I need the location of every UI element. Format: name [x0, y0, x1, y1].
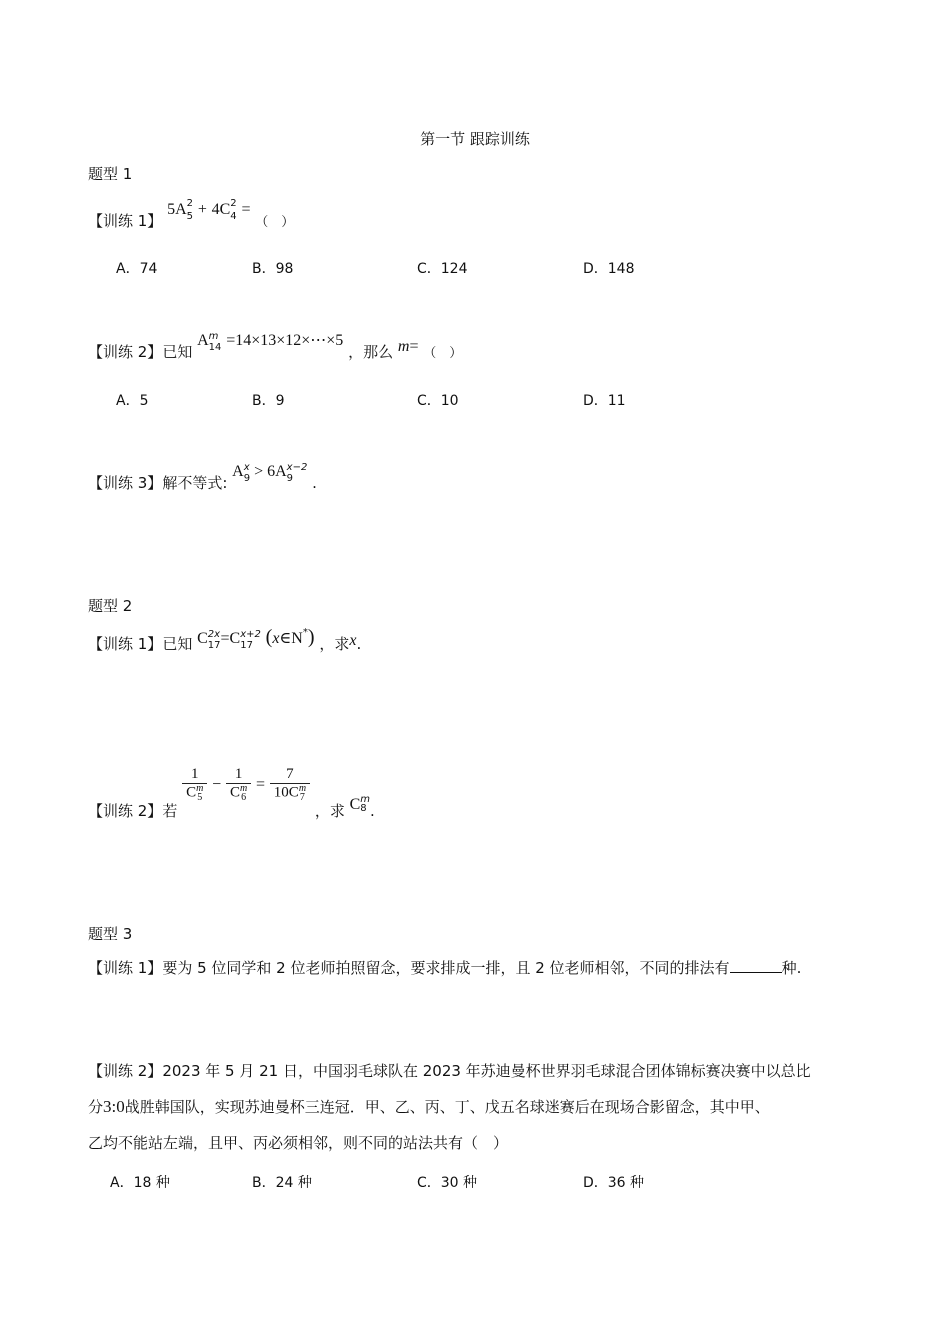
section-heading-type3: 题型 3 — [88, 925, 133, 943]
option-d: D．148 — [583, 261, 635, 277]
question-t2-q1: 【训练 1】已知 C 2x 17 =C x+2 17 (x∈N*) ，求x. — [88, 626, 362, 653]
option-c: C．30 种 — [417, 1175, 478, 1191]
question-label: 【训练 2】 — [88, 343, 163, 361]
question-line-1: 【训练 2】2023 年 5 月 21 日，中国羽毛球队在 2023 年苏迪曼杯世界羽毛球混合团体锦标赛决赛中以总比 — [88, 1062, 811, 1080]
question-label: 【训练 3】 — [88, 474, 163, 492]
option-a: A．18 种 — [110, 1175, 170, 1191]
option-b: B．9 — [252, 393, 285, 409]
score: 3:0 — [103, 1097, 125, 1116]
question-label: 【训练 1】 — [88, 635, 163, 653]
answer-paren: （ ） — [255, 215, 295, 230]
question-line-3: 乙均不能站左端，且甲、丙必须相邻，则不同的站法共有（ ） — [88, 1134, 509, 1152]
question-t1-q2: 【训练 2】已知 A m 14 =14×13×12×⋯×5 ，那么 m= （ ） — [88, 330, 463, 361]
fraction-1: 1 C m 5 — [182, 766, 207, 802]
option-c: C．10 — [417, 393, 459, 409]
target-formula: C m 8 — [349, 794, 371, 814]
option-d: D．11 — [583, 393, 626, 409]
question-t2-q2: 【训练 2】若 1 C m 5 − 1 C m 6 = 7 10C m 7 ，求 C m 8 . — [88, 766, 375, 820]
formula: 5A 2 5 + 4C 2 4 = — [167, 197, 251, 222]
fraction-2: 1 C m 6 — [226, 766, 251, 802]
question-t1-q3: 【训练 3】解不等式: A x 9 > 6A x−2 9 . — [88, 461, 317, 492]
option-b: B．98 — [252, 261, 294, 277]
question-label: 【训练 1】 — [88, 959, 163, 977]
page-title: 第一节 跟踪训练 — [420, 130, 530, 148]
question-t1-q1 — [88, 197, 295, 231]
option-a: A．5 — [116, 393, 149, 409]
question-t3-q1: 【训练 1】要为 5 位同学和 2 位老师拍照留念，要求排成一排，且 2 位老师相邻，不同的排法有 种. — [88, 959, 802, 977]
formula: A x 9 > 6A x−2 9 — [232, 461, 308, 484]
formula: A m 14 =14×13×12×⋯×5 — [197, 330, 344, 353]
section-heading-type2: 题型 2 — [88, 597, 133, 615]
option-b: B．24 种 — [252, 1175, 312, 1191]
section-heading-type1: 题型 1 — [88, 165, 133, 183]
question-t3-q2 — [88, 1053, 863, 1161]
answer-paren: （ ） — [423, 346, 463, 361]
fraction-3: 7 10C m 7 — [270, 766, 310, 802]
option-c: C．124 — [417, 261, 468, 277]
question-line-2: 分3:0战胜韩国队，实现苏迪曼杯三连冠．甲、乙、丙、丁、戊五名球迷赛后在现场合影留念，其中甲、 — [88, 1097, 770, 1116]
question-label: 【训练 2】 — [88, 801, 163, 820]
option-a: A．74 — [116, 261, 158, 277]
question-label: 【训练 1】 — [88, 212, 163, 230]
option-d: D．36 种 — [583, 1175, 645, 1191]
answer-blank — [730, 958, 782, 973]
question-label: 【训练 2】 — [88, 1062, 163, 1080]
formula: C 2x 17 =C x+2 17 (x∈N*) — [197, 626, 315, 651]
